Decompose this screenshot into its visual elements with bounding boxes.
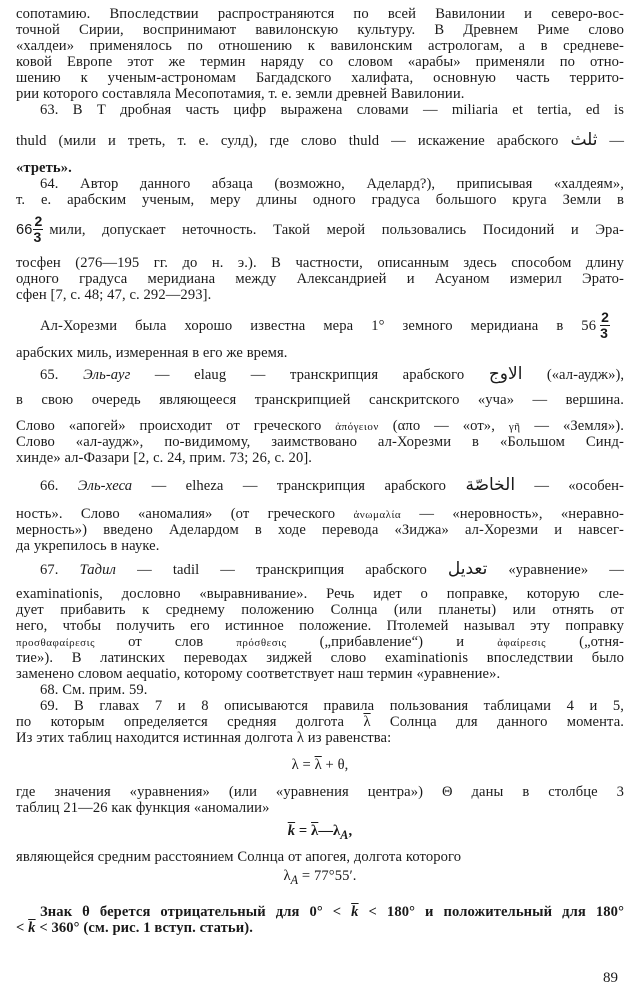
eq-part: —λ: [318, 823, 341, 839]
greek-word: ἀπόγειον: [335, 421, 379, 433]
text-line: тие»). В латинских переводах зиджей слово examinationis впоследствии было: [16, 650, 624, 666]
text-line: в свою очередь являющееся транскрипцией санскритского «уча» — вершина.: [16, 392, 624, 408]
text-segment: «уравнение» —: [508, 562, 625, 578]
note-69: 69. В главах 7 и 8 описываются правила пользования таблицами 4 и 5,: [40, 698, 624, 714]
text-line: рии которого составляла Месопотамия, т. е. земли древней Вавилонии.: [16, 86, 465, 102]
eq-part: λ =: [291, 757, 315, 773]
fraction: [33, 214, 43, 245]
text-line: являющейся средним расстоянием Солнца от апогея, долгота которого: [16, 849, 462, 865]
text-line: [16, 418, 624, 435]
note-67: [40, 561, 624, 578]
text-segment: <: [16, 920, 25, 936]
text-line: мерность») введено Аделардом в ходе перевода «Зиджа» ал-Хорезми и навсег-: [16, 522, 624, 538]
text-segment: ность». Слово «аномалия» (от греческого: [16, 506, 336, 522]
text-line: арабских миль, измеренная в его же время.: [16, 345, 288, 361]
text-segment: — «Земля»).: [534, 418, 624, 434]
term: Эль-хеса: [77, 478, 133, 494]
text-segment: < 180° и положительный для 180°: [368, 904, 625, 920]
fraction-denominator: 3: [33, 229, 42, 245]
fraction-numerator: 2: [601, 309, 609, 325]
text-segment: Слово «апогей» происходит от греческого: [16, 418, 322, 434]
text-segment: < 360° (см. рис. 1 вступ. статьи).: [39, 920, 253, 936]
text-line: [40, 904, 624, 920]
text-line: дует прибавить к среднему положению Солнца (или планеты) или отнять от: [16, 602, 624, 618]
text-segment: — «неровность», «неравно-: [419, 506, 625, 522]
text-line: т. е. арабским ученым, меру длины одного градуса большого круга Земли в: [16, 192, 624, 208]
greek-word: πρόσθεσις: [236, 637, 287, 649]
text-segment: от слов: [128, 634, 204, 650]
eq-part: + θ,: [321, 757, 349, 773]
eq-subscript: A: [340, 827, 349, 842]
text-segment: —: [609, 133, 624, 149]
arabic-word: الاوج: [488, 364, 523, 384]
greek-word: προσθαφαίρεσις: [16, 637, 95, 649]
k-mean-symbol: $\overline{k}$: [28, 920, 36, 936]
text-line: Слово «ал-аудж», по-видимому, заимствовано ал-Хорезми в «Большом Синд-: [16, 434, 624, 450]
text-line: [16, 506, 624, 523]
text-line: сопотамию. Впоследствии распространяются по всей Вавилонии и северо-вос-: [16, 6, 624, 22]
text-line: [16, 214, 624, 245]
text-segment: Ал-Хорезми была хорошо известна мера 1° земного меридиана в 56: [40, 317, 597, 334]
note-63: 63. В Т дробная часть цифр выражена словами — miliaria et tertia, ed is: [40, 102, 624, 118]
greek-word: γῆ: [508, 421, 521, 433]
equation-2: [0, 823, 640, 843]
page-number: 89: [603, 970, 618, 986]
arabic-word: الخاصّة: [465, 475, 516, 495]
text-segment: (απο — «от»,: [392, 418, 495, 434]
text-line: ковой Европе этот же термин наряду со словом «арабы» применяли по отно-: [16, 54, 624, 70]
text-line: «треть».: [16, 160, 72, 176]
text-line: где значения «уравнения» (или «уравнения центра») Θ даны в столбце 3: [16, 784, 624, 800]
text-segment: — elaug — транскрипция арабского: [154, 367, 465, 383]
text-line: да укрепилось в науке.: [16, 538, 160, 554]
text-segment: („отня-: [579, 634, 625, 650]
eq-subscript: A: [290, 872, 299, 887]
text-line: «халдеи» применялось по отношению к вавилонским астрологам, а в средневе-: [16, 38, 624, 54]
text-segment: по которым определяется средняя долгота: [16, 714, 345, 730]
eq-part: ,: [348, 823, 353, 839]
text-line: [16, 714, 624, 730]
text-segment: — elheza — транскрипция арабского: [151, 478, 447, 494]
text-line: точной Сирии, воспринимают вавилонскую культуру. В Древнем Риме слово: [16, 22, 624, 38]
text-segment: („прибавление“) и: [319, 634, 465, 650]
arabic-word: ثلث: [570, 130, 598, 150]
term: Тадил: [79, 562, 117, 578]
text-segment: Солнца для данного момента.: [389, 714, 625, 730]
greek-word: ἀφαίρεσις: [497, 637, 546, 649]
k-mean-symbol: $\overline{k}$: [351, 904, 359, 920]
lambda-mean-symbol: $\overline{\lambda}$: [363, 714, 371, 730]
text-segment: thuld (мили и треть, т. е. сулд), где слово thuld — искажение арабского: [16, 133, 559, 149]
eq-part: $\overline{k}$: [287, 823, 296, 839]
greek-word: ἀνωμαλία: [353, 509, 402, 521]
eq-part: λ: [283, 868, 291, 884]
eq-part: $\overline{\lambda}$: [311, 823, 319, 839]
fraction-integer: 66: [16, 221, 33, 238]
text-line: тосфен (276—195 гг. до н. э.). В частности, описанным здесь способом длину: [16, 255, 624, 271]
text-line: шению к ученым-астрономам Багдадского халифата, основную часть террито-: [16, 70, 624, 86]
note-number: 65.: [40, 367, 59, 383]
text-line: [40, 310, 610, 341]
equation-3: [0, 868, 640, 888]
note-66: [40, 477, 624, 494]
text-segment: Знак θ берется отрицательный для 0° <: [40, 904, 342, 920]
equation-1: [0, 757, 640, 773]
text-line: таблиц 21—26 как функция «аномалии»: [16, 800, 270, 816]
fraction: [600, 310, 610, 341]
text-line: examinationis, дословно «выравнивание». Речь идет о поправке, которую сле-: [16, 586, 624, 602]
text-segment: — tadil — транскрипция арабского: [137, 562, 427, 578]
note-65: [40, 366, 624, 383]
text-segment: мили, допускает неточность. Такой мерой пользовались Посидоний и Эра-: [49, 221, 624, 238]
note-64: 64. Автор данного абзаца (возможно, Аделард?), приписывая «халдеям»,: [40, 176, 624, 192]
text-line: заменено словом aequatio, которому соответствует наш термин «уравнение».: [16, 666, 501, 682]
text-line: хинде» ал-Фазари [2, с. 24, прим. 73; 26, с. 20].: [16, 450, 313, 466]
eq-part: = 77°55′.: [298, 868, 357, 884]
eq-part: $\overline{\lambda}$: [314, 757, 322, 773]
text-line: сфен [7, с. 48; 47, с. 292—293].: [16, 287, 212, 303]
eq-part: =: [295, 823, 312, 839]
text-line: него, чтобы получить его истинное положение. Птолемей называл эту поправку: [16, 618, 624, 634]
note-68: 68. См. прим. 59.: [40, 682, 148, 698]
fraction-denominator: 3: [600, 325, 608, 341]
text-line: одного градуса меридиана между Александрией и Асуаном измерил Эрато-: [16, 271, 624, 287]
text-line: [16, 920, 624, 936]
text-segment: («ал-аудж»),: [546, 367, 625, 383]
text-line: [16, 634, 624, 651]
note-number: 67.: [40, 562, 59, 578]
term: Эль-ауг: [83, 367, 131, 383]
fraction-numerator: 2: [34, 213, 43, 229]
arabic-word: تعديل: [447, 559, 488, 579]
text-line: Из этих таблиц находится истинная долгота λ из равенства:: [16, 730, 392, 746]
text-line: [16, 132, 624, 149]
text-segment: — «особен-: [534, 478, 625, 494]
note-number: 66.: [40, 478, 59, 494]
